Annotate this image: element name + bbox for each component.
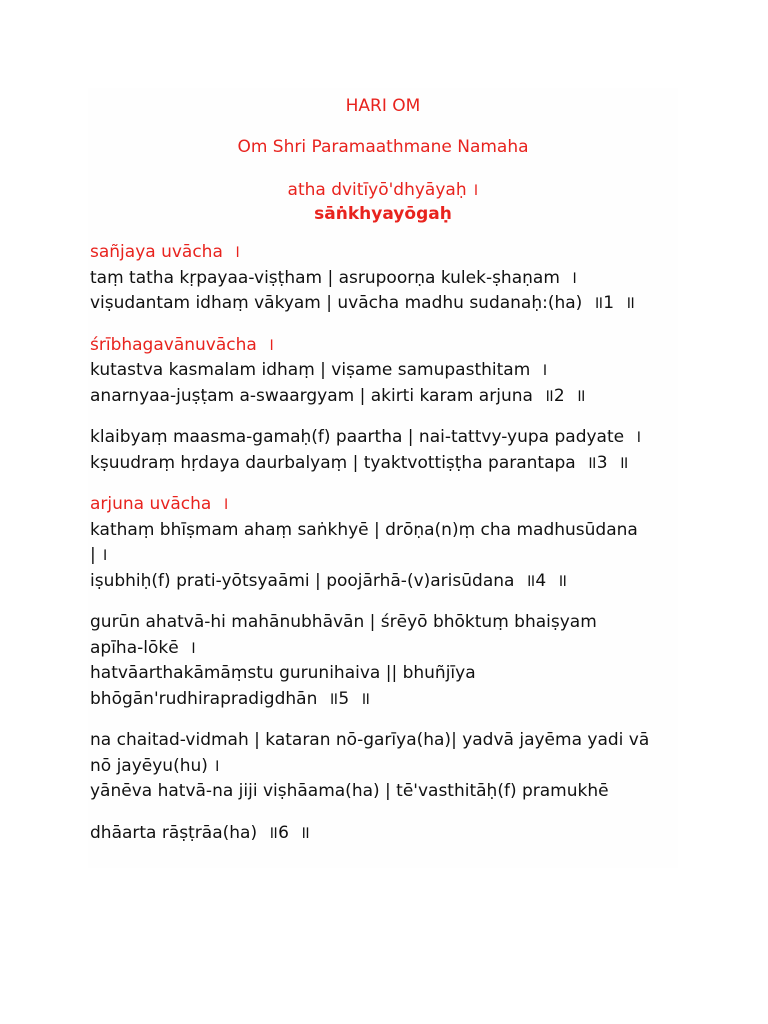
verse-group — [90, 333, 678, 410]
verse-group — [90, 610, 678, 712]
verse-line: iṣubhiḥ(f) prati-yōtsyaāmi | poojārhā-(v)arisūdana ॥4 ॥ — [90, 570, 568, 591]
verse-line: kutastva kasmalam idhaṃ | viṣame samupasthitam । — [90, 360, 548, 380]
verse-line: anarnyaa-juṣṭam a-swaargyam | akirti karam arjuna ॥2 ॥ — [90, 385, 586, 406]
verse-line: | । — [90, 545, 108, 565]
speaker-line: śrībhagavānuvācha । — [90, 334, 275, 355]
verse-line: yānēva hatvā-na jiji viṣhāama(ha) | tē'vasthitāḥ(f) pramukhē — [90, 781, 609, 801]
verse-group — [90, 492, 678, 594]
verse-line: kṣuudraṃ hṛdaya daurbalyaṃ | tyaktvottiṣṭha parantapa ॥3 ॥ — [90, 452, 629, 473]
chapter-title: sāṅkhyayōgaḥ — [314, 204, 452, 224]
speaker-line: arjuna uvācha । — [90, 494, 229, 514]
title-block — [88, 94, 678, 226]
speaker-line: sañjaya uvācha । — [90, 242, 241, 262]
verse-line: taṃ tatha kṛpayaa-viṣṭham | asrupoorṇa kulek-ṣhaṇam । — [90, 267, 578, 288]
verse-group — [90, 240, 678, 317]
invocation-heading: Om Shri Paramaathmane Namaha — [237, 137, 529, 157]
verse-line: nō jayēyu(hu) । — [90, 755, 220, 776]
verse-line: bhōgān'rudhirapradigdhān ॥5 ॥ — [90, 688, 371, 709]
verse-line: kathaṃ bhīṣmam ahaṃ saṅkhyē | drōṇa(n)ṃ cha madhusūdana — [90, 519, 638, 540]
verse-line: apīha-lōkē । — [90, 637, 196, 658]
hari-om-heading: HARI OM — [345, 96, 421, 116]
verse-body — [88, 240, 678, 846]
verse-line: gurūn ahatvā-hi mahānubhāvān | śrēyō bhōktuṃ bhaiṣyam — [90, 612, 597, 632]
chapter-heading: atha dvitīyō'dhyāyaḥ । — [287, 180, 479, 200]
verse-line: na chaitad-vidmah | kataran nō-garīya(ha)| yadvā jayēma yadi vā — [90, 730, 650, 750]
verse-line: hatvāarthakāmāṃstu gurunihaiva || bhuñjīya — [90, 663, 476, 683]
verse-line: klaibyaṃ maasma-gamaḥ(f) paartha | nai-tattvy-yupa padyate । — [90, 427, 642, 447]
verse-group — [90, 821, 678, 847]
verse-line: viṣudantam idhaṃ vākyam | uvācha madhu sudanaḥ:(ha) ॥1 ॥ — [90, 293, 636, 313]
verse-group — [90, 425, 678, 476]
verse-line: dhāarta rāṣṭrāa(ha) ॥6 ॥ — [90, 822, 310, 843]
document-page — [88, 88, 678, 868]
verse-group — [90, 728, 678, 805]
